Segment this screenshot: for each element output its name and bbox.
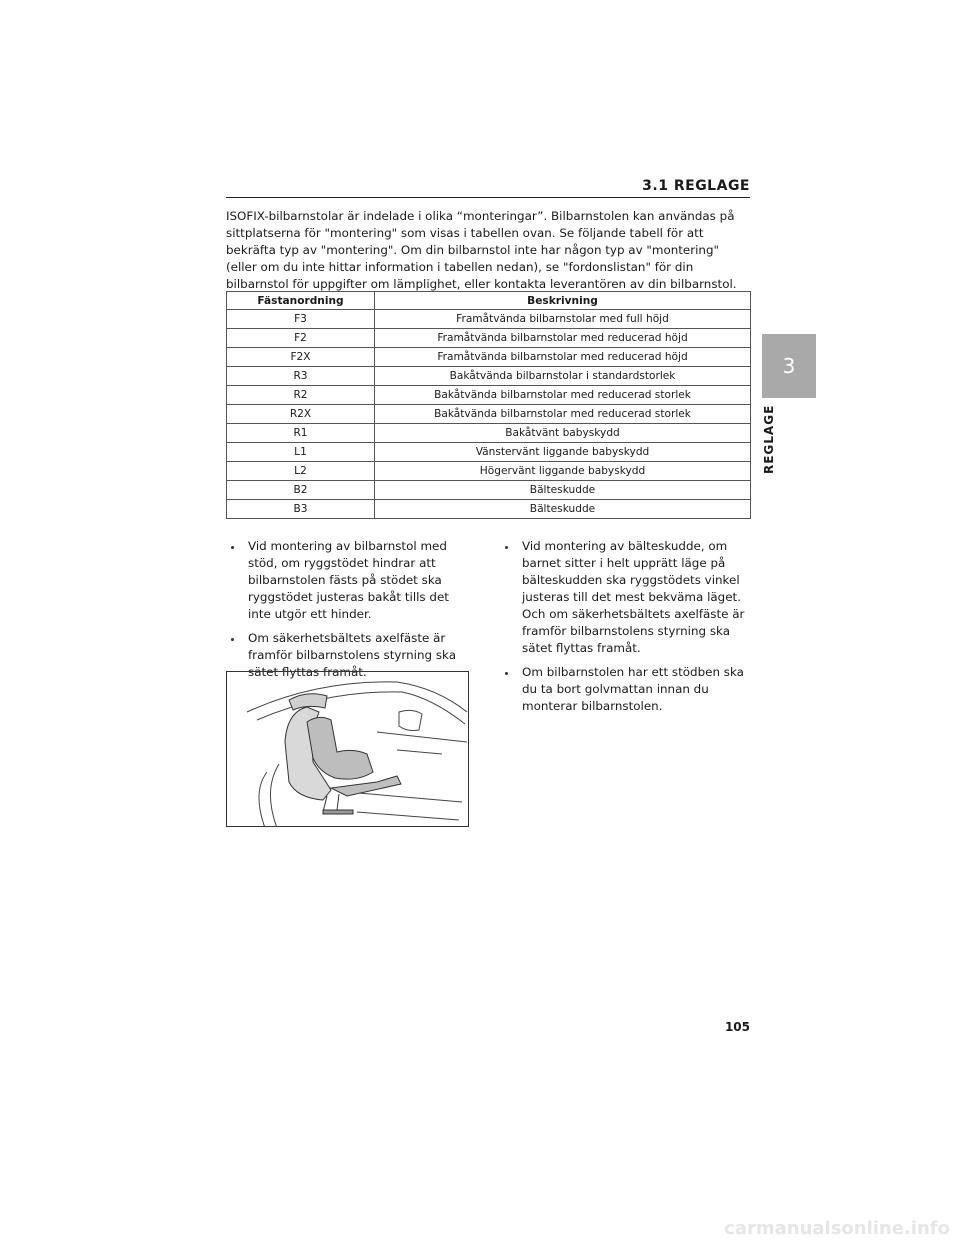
- list-item: Om bilbarnstolen har ett stödben ska du ta bort golvmattan innan du monterar bilbarnstolen.: [500, 664, 750, 715]
- table-cell: F2X: [227, 348, 375, 367]
- table-cell: Bälteskudde: [375, 500, 751, 519]
- table-row: [227, 405, 751, 424]
- table-cell: R3: [227, 367, 375, 386]
- list-item: Vid montering av bilbarnstol med stöd, om ryggstödet hindrar att bilbarnstolen fästs på stödet ska ryggstödet justeras bakåt tills det inte utgör ett hinder.: [226, 538, 474, 623]
- intro-paragraph: ISOFIX-bilbarnstolar är indelade i olika “monteringar”. Bilbarnstolen kan användas på sittplatserna för "montering" som visas i tabellen ovan. Se följande tabell för att bekräfta typ av "montering". Om din bilbarnstol inte har någon typ av "montering" (eller om du inte hittar information i tabellen nedan), se "fordonslistan" för din bilbarnstol för uppgifter om lämplighet, eller kontakta leverantören av din bilbarnstol.: [226, 209, 737, 291]
- child-seat-illustration: [226, 671, 469, 827]
- table-row: [227, 348, 751, 367]
- bullet-list-right: [500, 538, 750, 722]
- table-cell: Bakåtvänt babyskydd: [375, 424, 751, 443]
- table-row: [227, 329, 751, 348]
- table-cell: Bakåtvända bilbarnstolar med reducerad storlek: [375, 405, 751, 424]
- section-header: 3.1 REGLAGE: [226, 178, 750, 198]
- table-row: [227, 424, 751, 443]
- footer-watermark: carmanualsonline.info: [724, 1218, 950, 1239]
- chapter-tab: 3: [762, 334, 816, 398]
- table-row: [227, 481, 751, 500]
- table-cell: R1: [227, 424, 375, 443]
- table-cell: Bakåtvända bilbarnstolar med reducerad storlek: [375, 386, 751, 405]
- bullet-list-left: [226, 538, 474, 688]
- table-cell: Bälteskudde: [375, 481, 751, 500]
- table-cell: F2: [227, 329, 375, 348]
- table-header-row: [227, 292, 751, 310]
- isofix-table: [226, 291, 751, 519]
- column-header: Fästanordning: [227, 292, 375, 310]
- table-cell: Framåtvända bilbarnstolar med reducerad höjd: [375, 329, 751, 348]
- car-seat-drawing: [227, 672, 469, 827]
- table-cell: F3: [227, 310, 375, 329]
- table-cell: R2X: [227, 405, 375, 424]
- table-row: [227, 443, 751, 462]
- table-cell: Bakåtvända bilbarnstolar i standardstorlek: [375, 367, 751, 386]
- table-cell: Vänstervänt liggande babyskydd: [375, 443, 751, 462]
- table-row: [227, 500, 751, 519]
- table-cell: Högervänt liggande babyskydd: [375, 462, 751, 481]
- column-header: Beskrivning: [375, 292, 751, 310]
- table-row: [227, 462, 751, 481]
- chapter-tab-label: REGLAGE: [762, 404, 776, 474]
- table-row: [227, 310, 751, 329]
- table-cell: Framåtvända bilbarnstolar med full höjd: [375, 310, 751, 329]
- table-cell: R2: [227, 386, 375, 405]
- table-cell: L1: [227, 443, 375, 462]
- list-item: Om säkerhetsbältets axelfäste är framför bilbarnstolens styrning ska sätet flyttas framåt.: [226, 630, 474, 681]
- list-item: Vid montering av bälteskudde, om barnet sitter i helt upprätt läge på bälteskudden ska ryggstödets vinkel justeras till det mest bekväma läget. Och om säkerhetsbältets axelfäste är framför bilbarnstolens styrning ska sätet flyttas framåt.: [500, 538, 750, 657]
- table-row: [227, 367, 751, 386]
- table-cell: L2: [227, 462, 375, 481]
- table-row: [227, 386, 751, 405]
- table-cell: B2: [227, 481, 375, 500]
- table-cell: Framåtvända bilbarnstolar med reducerad höjd: [375, 348, 751, 367]
- page-number: 105: [724, 1020, 750, 1034]
- table-cell: B3: [227, 500, 375, 519]
